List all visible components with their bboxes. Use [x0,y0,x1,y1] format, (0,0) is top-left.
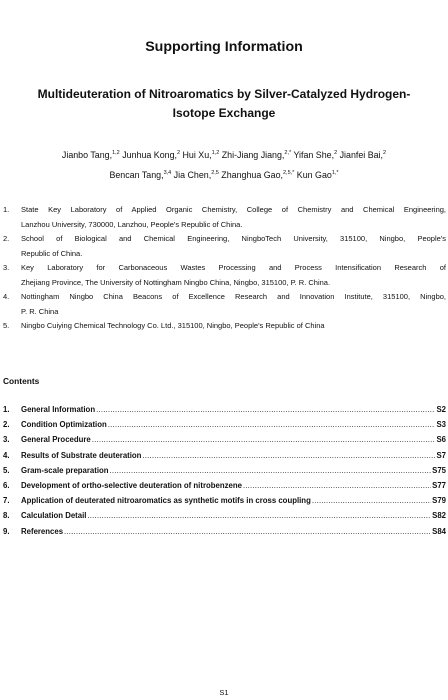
toc-leader [243,478,431,493]
author: Hui Xu,$^{1,2}$ [180,150,220,160]
toc-leader [108,417,436,432]
author: Yifan She,$^2$ [291,150,338,160]
affiliation-item: 1. State Key Laboratory of Applied Organic Chemistry, College of Chemistry and Chemical Engineering, Lanzhou University, 730000, Lanzhou, People's Republic of China. [3,205,446,229]
toc-leader [87,508,431,523]
toc-leader [96,402,435,417]
affiliation-item: 3. Key Laboratory for Carbonaceous Wastes Processing and Process Intensification Research of Zhejiang Province, The University of Nottingham Ningbo China, Ningbo, 315100, P. R. China. [3,263,446,287]
document-title: Supporting Information [145,39,303,55]
toc-entry[interactable]: 9. References ..... S84 [3,524,446,539]
affiliation-list [3,203,446,334]
contents-heading: Contents [3,376,40,386]
affiliation-item: 5. Ningbo Cuiying Chemical Technology Co. Ltd., 315100, Ningbo, People's Republic of China [3,321,325,330]
table-of-contents [3,402,446,539]
toc-leader [64,524,431,539]
author: Jianbo Tang,$^{1,2}$ [61,150,120,160]
toc-entry[interactable]: 2. Condition Optimization ..... S3 [3,417,446,432]
toc-entry[interactable]: 1. General Information ..... S2 [3,402,446,417]
toc-leader [312,493,431,508]
author: Jia Chen,$^{2,5}$ [171,170,219,180]
toc-leader [142,448,435,463]
author: Zhi-Jiang Jiang,$^{2,*}$ [219,150,292,160]
toc-entry[interactable]: 3. General Procedure ..... S6 [3,432,446,447]
paper-title [14,85,434,123]
paper-title-line-1: Multideuteration of Nitroaromatics by Silver-Catalyzed Hydrogen- [37,87,411,101]
affiliation-item: 2. School of Biological and Chemical Engineering, NingboTech University, 315100, Ningbo, People's Republic of China. [3,234,446,258]
author-list [14,145,434,185]
toc-entry[interactable]: 7. Application of deuterated nitroaromatics as synthetic motifs in cross coupling ..... S79 [3,493,446,508]
paper-title-line-2: Isotope Exchange [172,106,276,120]
toc-leader [110,463,432,478]
author: Kun Gao$^{1,*}$ [294,170,339,180]
toc-leader [92,432,436,447]
toc-entry[interactable]: 6. Development of ortho-selective deuteration of nitrobenzene ..... S77 [3,478,446,493]
author: Junhua Kong,$^2$ [119,150,181,160]
author: Zhanghua Gao,$^{2,5,*}$ [218,170,295,180]
author: Bencan Tang,$^{3,4}$ [109,170,172,180]
page-number: S1 [219,688,229,697]
toc-entry[interactable]: 4. Results of Substrate deuteration ..... S7 [3,448,446,463]
toc-entry[interactable]: 8. Calculation Detail ..... S82 [3,508,446,523]
toc-entry[interactable]: 5. Gram-scale preparation ..... S75 [3,463,446,478]
author: Jianfei Bai,$^2$ [337,150,387,160]
affiliation-item: 4. Nottingham Ningbo China Beacons of Excellence Research and Innovation Institute, 315100, Ningbo, P. R. China [3,292,446,316]
